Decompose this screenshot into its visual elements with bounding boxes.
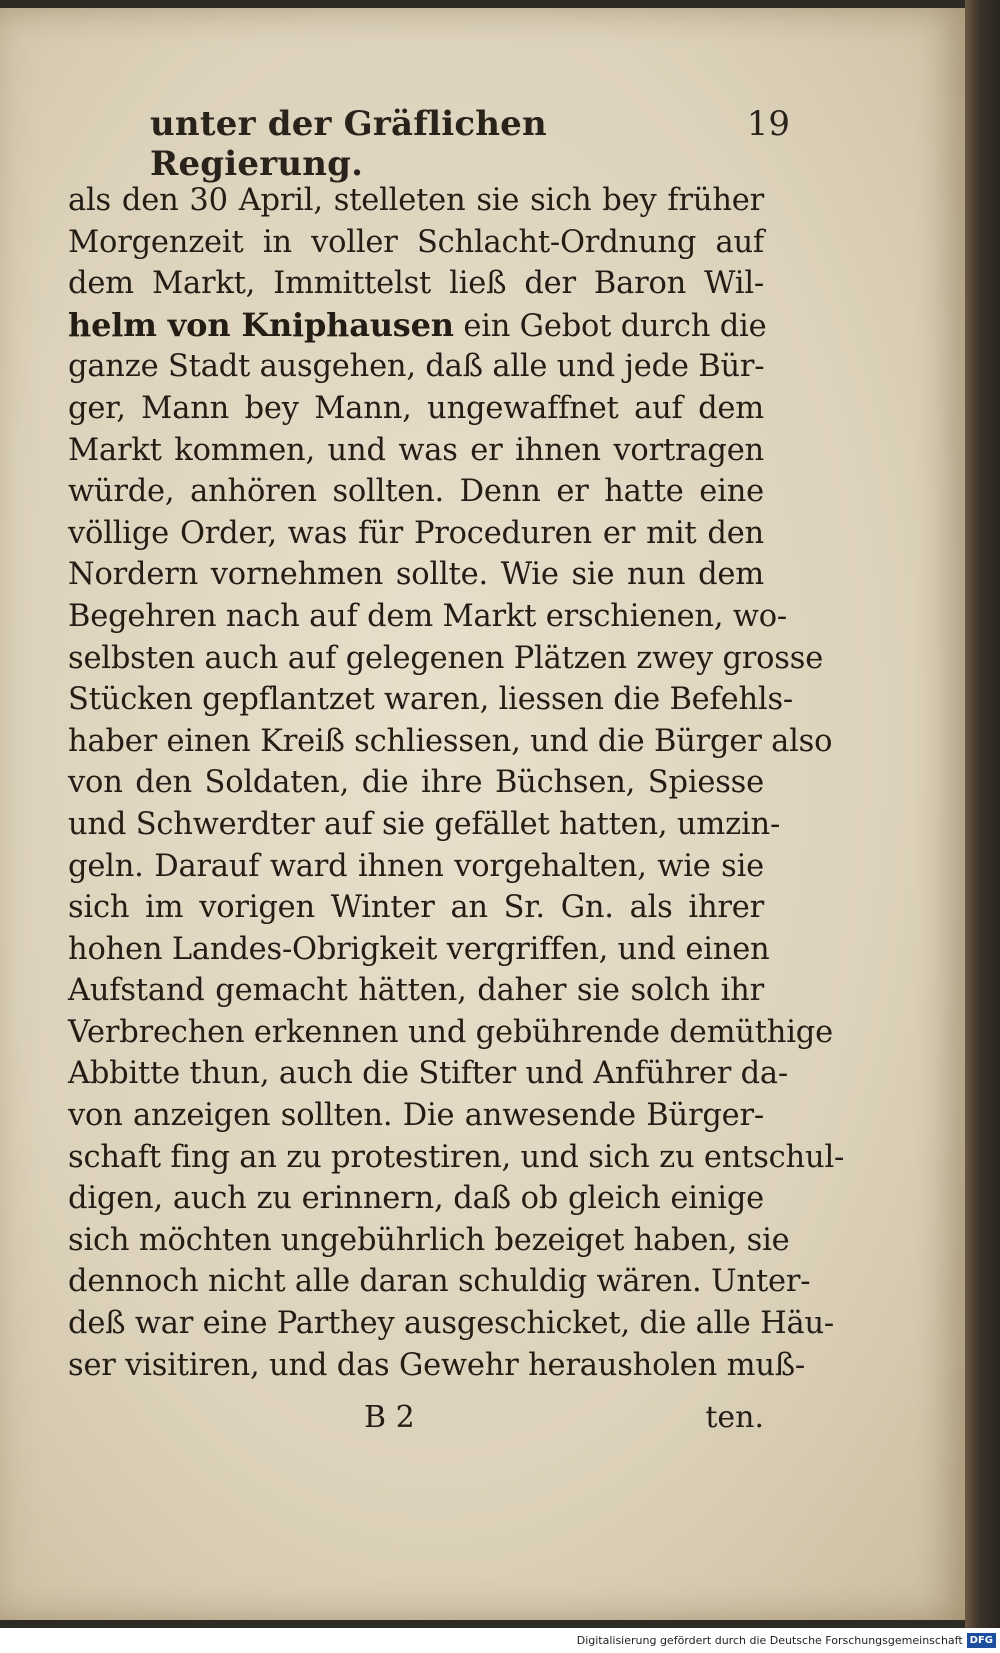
text-line: deß war eine Parthey ausgeschicket, die alle Häu-	[68, 1306, 835, 1342]
text-line: Nordern vornehmen sollte. Wie sie nun dem	[68, 557, 764, 593]
emphasized-name: helm von Kniphausen	[68, 305, 454, 344]
text-line: von anzeigen sollten. Die anwesende Bürger-	[68, 1098, 764, 1134]
text-line: von den Soldaten, die ihre Büchsen, Spiesse	[68, 765, 764, 801]
text-line: Verbrechen erkennen und gebührende demüthige	[68, 1014, 833, 1050]
text-line: Aufstand gemacht hätten, daher sie solch ihr	[68, 973, 764, 1009]
dfg-logo-icon: DFG	[967, 1633, 996, 1648]
text-line: sich möchten ungebührlich bezeiget haben, sie	[68, 1222, 790, 1258]
text-line: als den 30 April, stelleten sie sich bey früher	[68, 183, 764, 218]
text-line: ganze Stadt ausgehen, daß alle und jede Bür-	[68, 349, 765, 385]
signature-mark: B 2	[364, 1400, 415, 1435]
text-line: hohen Landes-Obrigkeit vergriffen, und einen	[68, 931, 770, 967]
text-line: Stücken gepflantzet waren, liessen die Befehls-	[68, 682, 794, 718]
text-line: Begehren nach auf dem Markt erschienen, wo-	[68, 598, 788, 634]
footer-bar	[0, 1628, 1000, 1653]
text-line: selbsten auch auf gelegenen Plätzen zwey grosse	[68, 640, 824, 676]
text-line: würde, anhören sollten. Denn er hatte eine	[68, 474, 764, 510]
text-line: digen, auch zu erinnern, daß ob gleich einige	[68, 1181, 764, 1217]
running-head	[150, 104, 790, 184]
text-line: ger, Mann bey Mann, ungewaffnet auf dem	[68, 390, 764, 426]
text-line: völlige Order, was für Proceduren er mit den	[68, 515, 764, 551]
footer-credit: Digitalisierung gefördert durch die Deutsche Forschungsgemeinschaft	[576, 1634, 963, 1647]
text-line: schaft fing an zu protestiren, und sich zu entschul-	[68, 1139, 845, 1175]
text-line: helm von Kniphausen ein Gebot durch die	[68, 305, 767, 344]
book-page	[0, 8, 967, 1620]
text-line: geln. Darauf ward ihnen vorgehalten, wie sie	[68, 848, 764, 884]
text-line: Abbitte thun, auch die Stifter und Anführer da-	[68, 1056, 788, 1092]
text-line: sich im vorigen Winter an Sr. Gn. als ihrer	[68, 890, 764, 926]
page-foot-row	[68, 1400, 764, 1444]
body-text	[68, 180, 845, 1386]
text-line: dem Markt, Immittelst ließ der Baron Wil-	[68, 266, 764, 302]
text-line: dennoch nicht alle daran schuldig wären. Unter-	[68, 1264, 811, 1300]
catchword: ten.	[705, 1400, 764, 1435]
text-line: Morgenzeit in voller Schlacht-Ordnung auf	[68, 224, 764, 260]
page-edge	[965, 0, 1000, 1628]
text-line: Markt kommen, und was er ihnen vortragen	[68, 432, 764, 468]
page-number: 19	[746, 104, 790, 144]
text-line: haber einen Kreiß schliessen, und die Bürger also	[68, 723, 833, 759]
text-line: ser visitiren, und das Gewehr herausholen muß-	[68, 1347, 806, 1383]
text-line: und Schwerdter auf sie gefället hatten, umzin-	[68, 806, 781, 842]
running-title: unter der Gräflichen Regierung.	[150, 104, 547, 184]
